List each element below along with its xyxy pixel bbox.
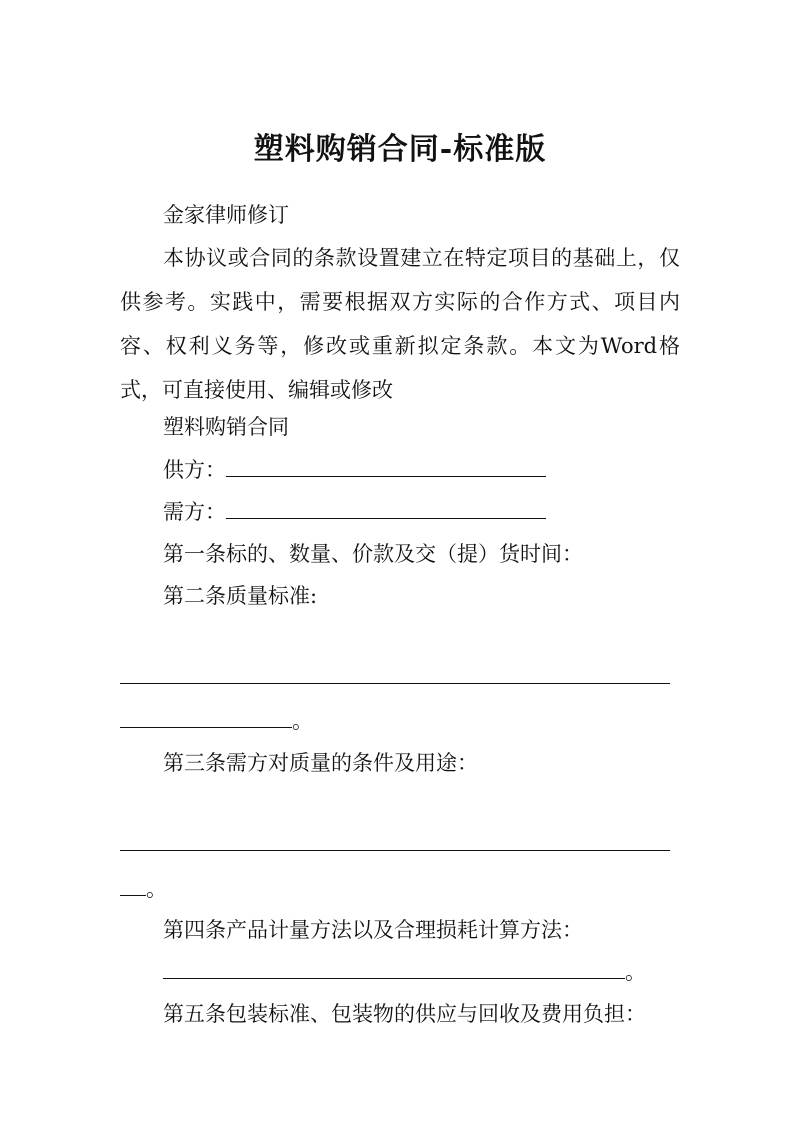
- supplier-blank[interactable]: [226, 454, 546, 477]
- article-3-blank-line-2: [120, 870, 680, 908]
- period-mark: 。: [625, 960, 646, 984]
- article-2-blank[interactable]: [120, 705, 292, 728]
- supplier-field: [163, 451, 680, 489]
- article-4: 第四条产品计量方法以及合理损耗计算方法：: [163, 918, 583, 942]
- article-4-blank-line: [163, 953, 680, 991]
- period-mark: 。: [292, 709, 313, 733]
- buyer-blank[interactable]: [226, 496, 546, 519]
- article-3-blank-line-1[interactable]: [120, 850, 670, 851]
- article-5: 第五条包装标准、包装物的供应与回收及费用负担：: [163, 1002, 646, 1026]
- reviser-line: 金家律师修订: [163, 203, 289, 227]
- intro-paragraph: 本协议或合同的条款设置建立在特定项目的基础上，仅供参考。实践中，需要根据双方实际的合作方式、项目内容、权利义务等，修改或重新拟定条款。本文为Word格式，可直接使用、编辑或修改: [120, 246, 680, 402]
- supplier-label: 供方：: [163, 458, 226, 482]
- period-mark: 。: [146, 877, 167, 901]
- contract-name: 塑料购销合同: [163, 415, 289, 439]
- article-2: 第二条质量标准:: [163, 584, 318, 608]
- article-1: 第一条标的、数量、价款及交（提）货时间：: [163, 542, 583, 566]
- article-2-blank-line-2: [120, 702, 680, 740]
- article-3: 第三条需方对质量的条件及用途：: [163, 751, 478, 775]
- document-title: 塑料购销合同-标准版: [253, 132, 547, 167]
- buyer-field: [163, 493, 680, 531]
- article-4-blank[interactable]: [163, 956, 625, 979]
- article-2-blank-line-1[interactable]: [120, 683, 670, 684]
- buyer-label: 需方：: [163, 500, 226, 524]
- article-3-blank[interactable]: [120, 873, 146, 896]
